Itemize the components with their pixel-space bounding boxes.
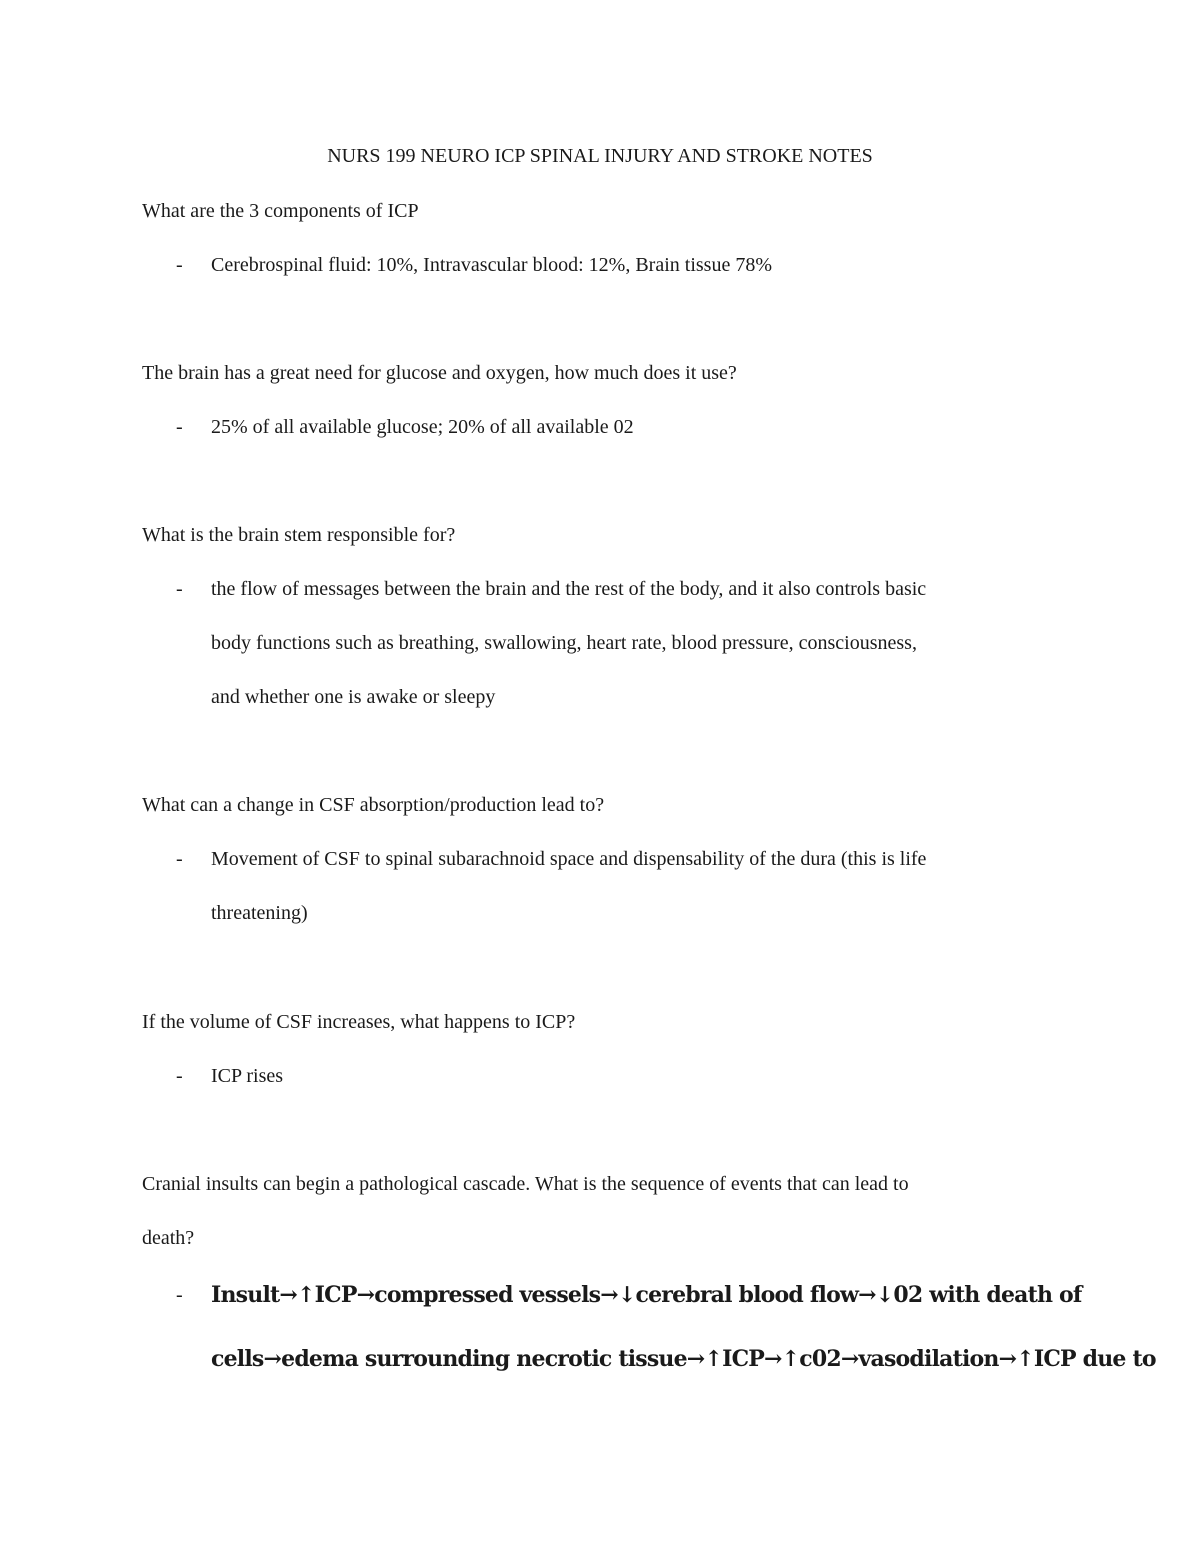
- bullet-dash: -: [176, 254, 183, 276]
- answer-3-line-3: and whether one is awake or sleepy: [211, 686, 496, 708]
- answer-6-line-2: cells→edema surrounding necrotic tissue→↑ICP→↑c02→vasodilation→↑ICP due to: [211, 1346, 1156, 1372]
- answer-3-line-1: the flow of messages between the brain and the rest of the body, and it also controls basic: [211, 578, 927, 600]
- question-3: What is the brain stem responsible for?: [142, 524, 456, 546]
- bullet-dash: -: [176, 1284, 183, 1306]
- question-5: If the volume of CSF increases, what happens to ICP?: [142, 1011, 576, 1033]
- answer-1-line-1: Cerebrospinal fluid: 10%, Intravascular blood: 12%, Brain tissue 78%: [211, 254, 772, 276]
- bullet-dash: -: [176, 416, 183, 438]
- question-6-line-2: death?: [142, 1227, 195, 1249]
- answer-4-line-2: threatening): [211, 902, 308, 924]
- bullet-dash: -: [176, 1065, 183, 1087]
- bullet-dash: -: [176, 578, 183, 600]
- answer-6-line-1: Insult→↑ICP→compressed vessels→↓cerebral blood flow→↓02 with death of: [211, 1282, 1082, 1308]
- answer-2-line-1: 25% of all available glucose; 20% of all available 02: [211, 416, 634, 438]
- question-1: What are the 3 components of ICP: [142, 200, 419, 222]
- page-title: NURS 199 NEURO ICP SPINAL INJURY AND STROKE NOTES: [327, 145, 873, 167]
- answer-4-line-1: Movement of CSF to spinal subarachnoid space and dispensability of the dura (this is life: [211, 848, 927, 870]
- question-6-line-1: Cranial insults can begin a pathological cascade. What is the sequence of events that can lead to: [142, 1173, 909, 1195]
- bullet-dash: -: [176, 848, 183, 870]
- answer-3-line-2: body functions such as breathing, swallowing, heart rate, blood pressure, consciousness,: [211, 632, 917, 654]
- answer-5-line-1: ICP rises: [211, 1065, 284, 1087]
- question-4: What can a change in CSF absorption/production lead to?: [142, 794, 605, 816]
- question-2: The brain has a great need for glucose and oxygen, how much does it use?: [142, 362, 737, 384]
